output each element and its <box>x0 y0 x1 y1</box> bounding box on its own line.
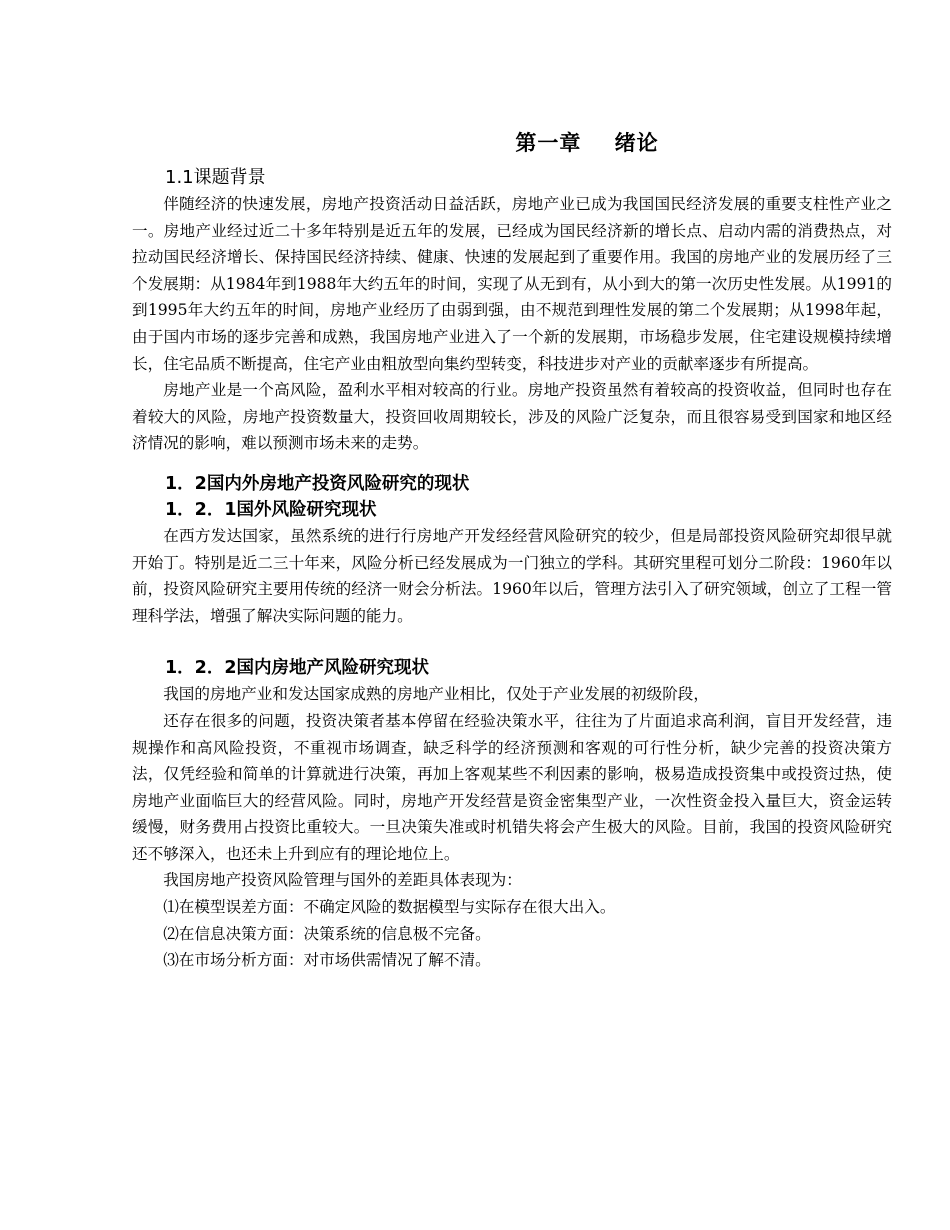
section-gap <box>132 629 892 655</box>
section-heading-1-2-2: 1．2．2国内房地产风险研究现状 <box>165 658 430 679</box>
paragraph-domestic-research-3: 我国房地产投资风险管理与国外的差距具体表现为： <box>163 871 522 890</box>
list-item-market-analysis: ⑶在市场分析方面：对市场供需情况了解不清。 <box>163 951 491 970</box>
paragraph-foreign-research: 在西方发达国家，虽然系统的进行行房地产开发经经营风险研究的较少，但是局部投资风险研究却很早就开始丁。特别是近二三十年来，风险分析已经发展成为一门独立的学科。其研究里程可划分二阶段：1960年以前，投资风险研究主要用传统的经济一财会分析法。1960年以后，管理方法引入了研究领域，创立了工程一管理科学法，增强了解决实际问题的能力。 <box>132 526 892 625</box>
paragraph-background-2: 房地产业是一个高风险，盈利水平相对较高的行业。房地产投资虽然有着较高的投资收益，但同时也存在着较大的风险，房地产投资数量大，投资回收周期较长，涉及的风险广泛复杂，而且很容易受到国家和地区经济情况的影响，难以预测市场未来的走势。 <box>132 381 892 453</box>
paragraph-domestic-research-1: 我国的房地产业和发达国家成熟的房地产业相比，仅处于产业发展的初级阶段， <box>163 685 709 704</box>
paragraph-domestic-research-2: 还存在很多的问题，投资决策者基本停留在经验决策水平，往往为了片面追求高利润，盲目开发经营，违规操作和高风险投资，不重视市场调查，缺乏科学的经济预测和客观的可行性分析，缺少完善的投资决策方法，仅凭经验和简单的计算就进行决策，再加上客观某些不利因素的影响，极易造成投资集中或投资过热，使房地产业面临巨大的经营风险。同时，房地产开发经营是资金密集型产业，一次性资金投入量巨大，资金运转缓慢，财务费用占投资比重较大。一旦决策失准或时机错失将会产生极大的风险。目前，我国的投资风险研究还不够深入，也还未上升到应有的理论地位上。 <box>132 711 892 863</box>
list-item-model-error: ⑴在模型误差方面：不确定风险的数据模型与实际存在很大出入。 <box>163 898 616 917</box>
section-gap <box>132 457 892 471</box>
section-heading-1-1: 1.1课题背景 <box>165 167 266 188</box>
paragraph-background-1: 伴随经济的快速发展，房地产投资活动日益活跃，房地产业已成为我国国民经济发展的重要支柱性产业之一。房地产业经过近二十多年特别是近五年的发展，已经成为国民经济新的增长点、启动内需的消费热点，对拉动国民经济增长、保持国民经济持续、健康、快速的发展起到了重要作用。我国的房地产业的发展历经了三个发展期：从1984年到1988年大约五年的时间，实现了从无到有，从小到大的第一次历史性发展。从1991的到1995年大约五年的时间，房地产业经历了由弱到强，由不规范到理性发展的第二个发展期；从1998年起，由于国内市场的逐步完善和成熟，我国房地产业进入了一个新的发展期，市场稳步发展，住宅建设规模持续增长，住宅品质不断提高，住宅产业由粗放型向集约型转变，科技进步对产业的贡献率逐步有所提高。 <box>132 195 892 373</box>
page-content <box>132 128 892 974</box>
list-item-information-decision: ⑵在信息决策方面：决策系统的信息极不完备。 <box>163 924 491 943</box>
section-heading-1-2-1: 1．2．1国外风险研究现状 <box>165 499 377 520</box>
section-heading-1-2: 1．2国内外房地产投资风险研究的现状 <box>165 473 470 494</box>
chapter-title: 第一章 绪论 <box>515 131 659 155</box>
